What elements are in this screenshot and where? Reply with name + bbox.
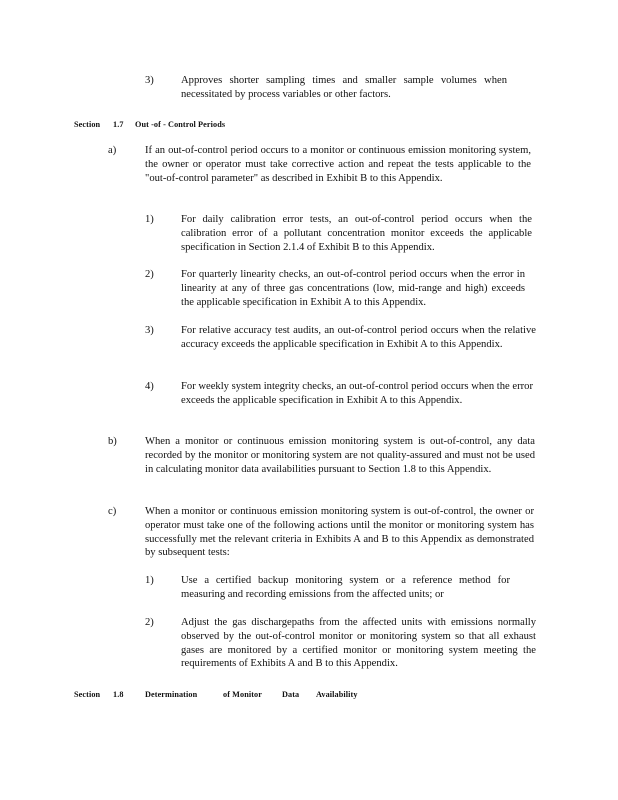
item-label: 3) <box>145 75 154 86</box>
item-text: For weekly system integrity checks, an out-of-control period occurs when the error exceeds the applicable specification in Exhibit A to this Appendix. <box>181 381 533 406</box>
item-text: Adjust the gas dischargepaths from the affected units with emissions normally observed by the out-of-control monitor or monitoring system so that all exhaust gases are monitored by a certified monitor or monitoring system meeting the requirements of Exhibits A and B to this Appendix. <box>181 617 536 670</box>
item-label: 1) <box>145 575 154 586</box>
item-label: 2) <box>145 617 154 628</box>
item-text: If an out-of-control period occurs to a monitor or continuous emission monitoring system, the owner or operator must take corrective action and repeat the tests applicable to the "out-of-control parameter" as described in Exhibit B to this Appendix. <box>145 145 531 184</box>
section-title-word: Determination <box>145 690 198 699</box>
item-label: c) <box>108 506 117 517</box>
item-label: b) <box>108 436 117 447</box>
section-word: Section <box>74 690 101 699</box>
item-label: 4) <box>145 381 154 392</box>
section-title-word: of Monitor <box>223 690 262 699</box>
item-text: For quarterly linearity checks, an out-of-control period occurs when the error in linearity at any of three gas concentrations (low, mid-range and high) exceeds the applicable specification in Exhibit A to this Appendix. <box>181 269 525 308</box>
section-word: Section <box>74 120 101 129</box>
item-text: When a monitor or continuous emission monitoring system is out-of-control, the owner or operator must take one of the following actions until the monitor or monitoring system has successfully met the relevant criteria in Exhibits A and B to this Appendix as demonstrated by subsequent tests: <box>145 506 534 559</box>
item-label: 1) <box>145 214 154 225</box>
section-number: 1.7 <box>113 120 124 129</box>
item-text: For relative accuracy test audits, an out-of-control period occurs when the relative accuracy exceeds the applicable specification in Exhibit A to this Appendix. <box>181 325 536 350</box>
section-title-word: Data <box>282 690 300 699</box>
item-text: For daily calibration error tests, an out-of-control period occurs when the calibration error of a pollutant concentration monitor exceeds the applicable specification in Section 2.1.4 of Exhibit B to this Appendix. <box>181 214 532 253</box>
item-label: a) <box>108 145 117 156</box>
section-title: Out -of - Control Periods <box>135 120 226 129</box>
item-text: When a monitor or continuous emission monitoring system is out-of-control, any data recorded by the monitor or monitoring system are not quality-assured and must not be used in calculating monitor data availabilities pursuant to Section 1.8 to this Appendix. <box>145 436 535 475</box>
item-label: 2) <box>145 269 154 280</box>
section-number: 1.8 <box>113 690 124 699</box>
item-text: Use a certified backup monitoring system or a reference method for measuring and recording emissions from the affected units; or <box>181 575 510 600</box>
section-title-word: Availability <box>316 690 358 699</box>
item-text: Approves shorter sampling times and smaller sample volumes when necessitated by process variables or other factors. <box>181 75 507 100</box>
item-label: 3) <box>145 325 154 336</box>
